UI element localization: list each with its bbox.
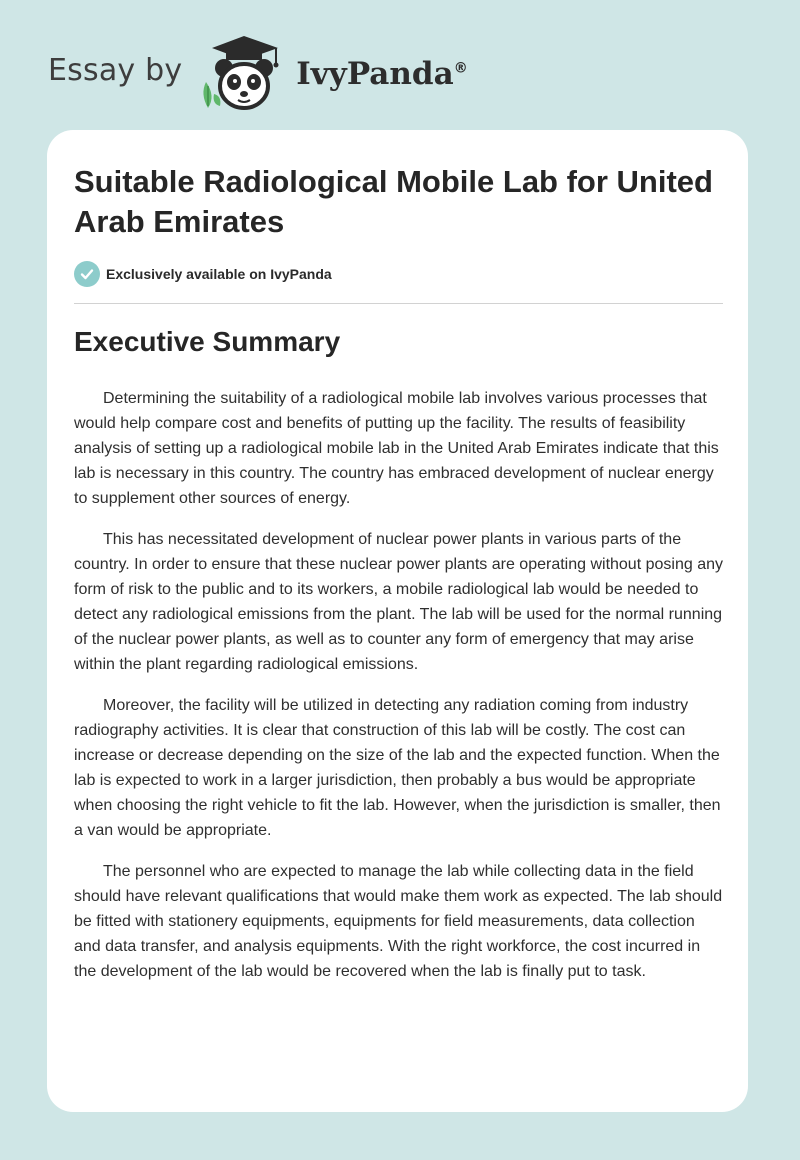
essay-card (47, 130, 748, 1112)
check-circle-icon (74, 261, 100, 287)
paragraph: The personnel who are expected to manage the lab while collecting data in the field should have relevant qualifications that would make them work as expected. The lab should be fitted with stationery equipments, equipments for field measurements, data collection and data transfer, and analysis equipments. With the right workforce, the cost incurred in the development of the lab would be recovered when the lab is finally put to task. (74, 863, 723, 980)
brand-name-text: IvyPanda (296, 56, 454, 92)
brand-prefix: Essay by (48, 52, 183, 88)
essay-body (74, 386, 724, 1000)
divider (74, 303, 723, 304)
paragraph: This has necessitated development of nuclear power plants in various parts of the country. In order to ensure that these nuclear power plants are operating without posing any form of risk to the public and to its workers, a mobile radiological lab would be needed to detect any radiological emissions from the plant. The lab will be used for the normal running of the nuclear power plants, as well as to counter any form of emergency that may arise within the plant regarding radiological emissions. (74, 531, 723, 673)
brand-name (296, 56, 467, 92)
panda-graduate-icon (198, 34, 290, 114)
checkmark-icon (80, 267, 94, 281)
exclusive-text: Exclusively available on IvyPanda (106, 266, 332, 282)
brand-logo[interactable] (48, 34, 468, 114)
paragraph: Determining the suitability of a radiological mobile lab involves various processes that would help compare cost and benefits of putting up the facility. The results of feasibility analysis of setting up a radiological mobile lab in the United Arab Emirates indicate that this lab is necessary in this country. The country has embraced development of nuclear energy to supplement other sources of energy. (74, 390, 719, 507)
section-heading: Executive Summary (74, 326, 341, 357)
page-title: Suitable Radiological Mobile Lab for United Arab Emirates (74, 164, 713, 239)
paragraph: Moreover, the facility will be utilized in detecting any radiation coming from industry radiography activities. It is clear that construction of this lab will be costly. The cost can increase or decrease depending on the size of the lab and the expected function. When the lab is expected to work in a larger jurisdiction, then probably a bus would be appropriate when choosing the right vehicle to fit the lab. However, when the jurisdiction is smaller, then a van would be appropriate. (74, 697, 721, 839)
registered-mark: ® (453, 60, 468, 77)
exclusive-badge (74, 261, 332, 287)
